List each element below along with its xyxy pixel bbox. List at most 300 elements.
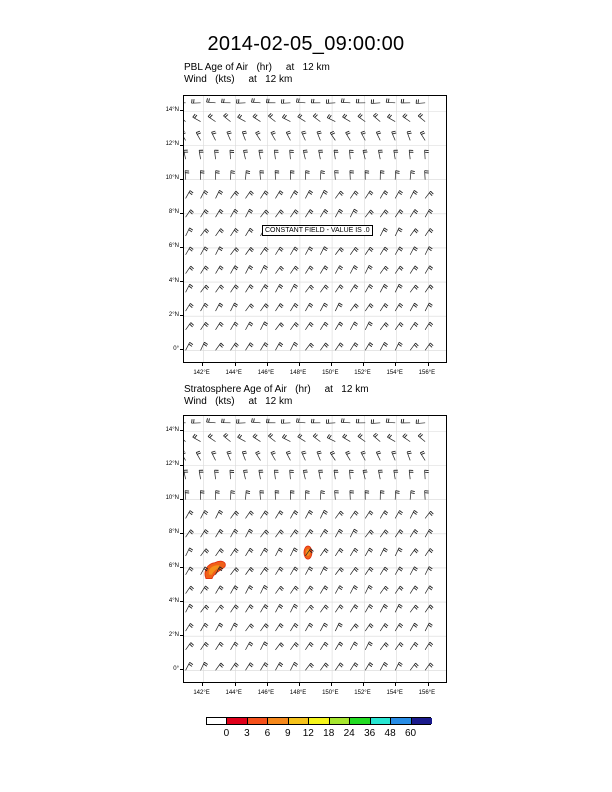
lat-tick-mark [180, 315, 183, 316]
colorbar-swatch [391, 718, 411, 724]
wind-barb [395, 491, 399, 500]
wind-barb [349, 150, 353, 159]
wind-barb [410, 491, 415, 500]
wind-barb [231, 303, 238, 311]
stratosphere-map-canvas [184, 416, 447, 683]
wind-barb [335, 586, 342, 594]
wind-barb [425, 322, 433, 330]
wind-barb [208, 114, 215, 122]
lat-tick-mark [180, 669, 183, 670]
colorbar-label: 6 [264, 728, 271, 739]
lat-tick-mark [180, 213, 183, 214]
wind-barb [418, 113, 425, 121]
wind-barb [245, 548, 253, 556]
wind-barb [245, 511, 253, 518]
wind-barb [330, 131, 335, 140]
wind-barb [231, 529, 238, 537]
colorbar-label: 0 [223, 728, 230, 739]
wind-barb [216, 171, 220, 180]
wind-barb [365, 265, 372, 273]
wind-barb [365, 191, 373, 199]
wind-barb [305, 266, 313, 274]
wind-barb [418, 433, 425, 441]
wind-barb [365, 171, 369, 180]
wind-barb [231, 285, 239, 293]
lon-tick-label: 148°E [289, 370, 307, 376]
wind-barb [305, 586, 313, 594]
wind-barb [231, 586, 239, 594]
wind-barb [184, 470, 188, 479]
wind-barb [305, 322, 313, 330]
wind-barb [201, 210, 209, 218]
lat-tick-mark [180, 499, 183, 500]
wind-barb [201, 586, 209, 594]
wind-barb [386, 419, 395, 423]
lon-tick-mark [395, 363, 396, 366]
wind-barb [380, 586, 388, 593]
lat-tick-label: 14°N [165, 106, 179, 113]
wind-barb [186, 530, 194, 538]
wind-barb [231, 605, 239, 613]
wind-barb [335, 248, 343, 255]
colorbar-swatch [309, 718, 329, 724]
colorbar-label: 12 [302, 728, 314, 739]
wind-barb [363, 470, 367, 479]
lon-tick-mark [202, 363, 203, 366]
lat-tick-mark [180, 281, 183, 282]
wind-barb [410, 549, 418, 556]
lat-tick-label: 12°N [165, 141, 179, 147]
wind-barb [200, 171, 204, 180]
wind-barb [286, 451, 291, 460]
wind-barb [290, 266, 298, 273]
wind-barb [343, 114, 351, 122]
wind-barb [296, 98, 305, 102]
wind-barb [365, 284, 373, 292]
wind-barb [401, 419, 410, 423]
wind-barb [260, 567, 268, 575]
wind-barb [290, 171, 294, 180]
wind-barb [193, 434, 201, 442]
wind-barb [409, 470, 413, 479]
wind-barb [425, 470, 429, 479]
wind-barb [410, 266, 418, 274]
wind-barb [260, 265, 267, 273]
wind-barb [196, 131, 201, 140]
wind-barb [245, 586, 252, 594]
wind-barb [186, 266, 194, 273]
wind-barb [373, 433, 380, 441]
wind-barb [245, 605, 253, 613]
wind-barb [320, 285, 328, 292]
wind-barb [238, 114, 246, 121]
wind-barb [216, 663, 224, 670]
wind-barb [184, 150, 188, 159]
lat-tick-mark [180, 601, 183, 602]
wind-barb [320, 491, 324, 500]
wind-barb [350, 642, 357, 650]
wind-barb [243, 150, 247, 159]
wind-barb [260, 284, 268, 292]
wind-barb [216, 586, 224, 594]
wind-barb [245, 529, 252, 537]
wind-barb [216, 623, 223, 631]
lat-tick-mark [180, 635, 183, 636]
wind-barb [320, 266, 328, 274]
lat-tick-label: 2°N [168, 311, 179, 318]
wind-barb [320, 171, 324, 180]
wind-barb [356, 99, 365, 103]
wind-barb [425, 191, 433, 198]
wind-barb [275, 266, 283, 273]
lat-tick-mark [180, 179, 183, 180]
wind-barb [245, 642, 252, 650]
wind-barb [350, 285, 358, 293]
lat-tick-mark [180, 465, 183, 466]
wind-barb [186, 643, 194, 650]
wind-barb [361, 451, 366, 460]
wind-barb [201, 303, 209, 311]
wind-barb [186, 228, 193, 236]
lat-tick-mark [180, 247, 183, 248]
wind-barb [186, 191, 194, 199]
wind-barb [334, 470, 338, 479]
colorbar-label: 3 [244, 728, 250, 739]
wind-barb [378, 150, 382, 159]
wind-barb [305, 190, 312, 198]
wind-barb [290, 470, 294, 479]
wind-barb [334, 150, 338, 159]
lon-tick-mark [363, 363, 364, 366]
wind-barb [365, 663, 373, 671]
wind-barb [216, 322, 224, 330]
wind-barb [380, 604, 387, 612]
wind-barb [350, 663, 358, 671]
wind-barb [237, 419, 246, 423]
wind-barb [410, 343, 418, 350]
wind-barb [425, 171, 429, 180]
wind-barb [341, 418, 350, 422]
wind-barb [416, 99, 425, 103]
wind-barb [201, 530, 209, 538]
wind-barb [350, 247, 358, 254]
wind-barb [350, 586, 357, 594]
wind-barb [231, 209, 238, 217]
wind-barb [350, 567, 358, 574]
wind-barb [335, 642, 343, 650]
wind-barb [330, 451, 335, 460]
wind-barb [380, 323, 388, 330]
wind-barb [380, 191, 388, 199]
wind-barb [201, 642, 209, 650]
wind-barb [201, 229, 209, 236]
wind-barb [245, 491, 250, 500]
wind-barb [410, 529, 418, 537]
lon-tick-mark [267, 363, 268, 366]
wind-barb [305, 510, 312, 518]
wind-barb [320, 663, 328, 670]
wind-barb [320, 529, 328, 537]
lon-tick-label: 142°E [193, 370, 210, 376]
wind-barb [227, 131, 232, 140]
colorbar-swatch [412, 718, 432, 724]
wind-barb [296, 418, 305, 422]
wind-barb [274, 150, 278, 159]
wind-barb [231, 322, 239, 330]
wind-barb [327, 114, 335, 121]
wind-barb [410, 510, 417, 518]
wind-barb [305, 303, 313, 311]
lat-tick-label: 0° [173, 665, 179, 672]
wind-barb [216, 303, 223, 311]
wind-barb [341, 98, 350, 102]
wind-barb [380, 548, 387, 556]
wind-barb [186, 210, 194, 218]
wind-barb [185, 491, 189, 500]
colorbar-label: 18 [323, 728, 335, 739]
wind-barb [186, 511, 194, 519]
wind-barb [380, 303, 388, 311]
wind-barb [395, 171, 399, 180]
wind-barb [275, 303, 283, 311]
colorbar-label: 9 [285, 728, 291, 739]
wind-barb [410, 285, 418, 292]
wind-barb [230, 470, 234, 479]
wind-barb [186, 284, 193, 292]
wind-barb [260, 663, 268, 671]
wind-barb [376, 131, 381, 140]
wind-barb [192, 99, 201, 103]
wind-barb [231, 623, 238, 631]
wind-barb [313, 433, 320, 441]
wind-barb [380, 491, 384, 500]
wind-barb [320, 322, 328, 330]
lon-tick-mark [202, 683, 203, 686]
wind-barb [275, 511, 283, 519]
lon-tick-label: 154°E [386, 370, 403, 376]
wind-barb [214, 470, 218, 479]
wind-barb [208, 434, 215, 442]
wind-barb [231, 191, 239, 198]
wind-barb [320, 642, 328, 650]
wind-barb [260, 304, 268, 311]
wind-barb [305, 285, 313, 292]
wind-barb [350, 511, 358, 518]
colorbar-swatch [289, 718, 309, 724]
wind-barb [275, 247, 283, 255]
wind-barb [305, 343, 313, 350]
wind-barb [378, 470, 382, 479]
wind-barb [380, 342, 387, 350]
wind-barb [275, 548, 282, 556]
wind-barb [199, 470, 203, 479]
wind-barb [214, 150, 218, 159]
wind-barb [183, 131, 186, 140]
wind-barb [186, 623, 194, 631]
wind-barb [410, 303, 417, 311]
wind-barb [380, 284, 387, 292]
lon-tick-label: 144°E [225, 370, 242, 376]
wind-barb [425, 285, 433, 292]
wind-barb [183, 99, 186, 103]
wind-barb [231, 343, 239, 350]
lon-tick-mark [299, 683, 300, 686]
wind-barb [320, 549, 328, 556]
wind-barb [350, 605, 358, 613]
wind-barb [410, 171, 415, 180]
wind-barb [410, 586, 418, 594]
wind-barb [260, 191, 268, 199]
wind-barb [365, 343, 373, 351]
colorbar-swatch [248, 718, 268, 724]
lon-tick-mark [363, 683, 364, 686]
wind-barb [425, 511, 433, 518]
wind-barb [425, 491, 429, 500]
wind-barb [242, 131, 247, 140]
wind-barb [186, 323, 194, 330]
wind-barb [275, 284, 282, 292]
wind-barb [319, 150, 323, 159]
wind-barb [275, 567, 283, 575]
wind-barb [350, 548, 358, 556]
wind-barb [201, 549, 209, 556]
wind-barb [410, 209, 418, 217]
colorbar-swatch [227, 718, 247, 724]
wind-barb [403, 434, 410, 442]
wind-barb [275, 342, 282, 350]
lon-tick-label: 144°E [225, 690, 242, 696]
wind-barb [319, 470, 323, 479]
wind-barb [386, 99, 395, 103]
wind-barb [231, 511, 239, 518]
wind-barb [260, 322, 267, 330]
wind-barb [371, 99, 380, 103]
wind-barb [410, 229, 418, 236]
wind-barb [271, 451, 276, 460]
lat-tick-label: 0° [173, 345, 179, 352]
wind-barb [275, 191, 283, 199]
wind-barb [290, 342, 297, 350]
wind-barb [251, 98, 260, 103]
wind-barb [275, 604, 282, 612]
wind-barb [335, 322, 343, 330]
wind-barb [242, 451, 247, 460]
wind-barb [251, 418, 260, 423]
wind-barb [335, 605, 343, 613]
lat-tick-mark [180, 145, 183, 146]
wind-barb [392, 451, 397, 460]
wind-barb [275, 323, 283, 330]
colorbar-label: 60 [404, 728, 417, 739]
wind-barb [350, 491, 354, 500]
lon-tick-label: 150°E [322, 370, 339, 376]
lon-tick-label: 152°E [354, 370, 371, 376]
wind-barb [365, 585, 372, 593]
lat-tick-label: 4°N [168, 277, 179, 284]
wind-barb [305, 491, 309, 500]
wind-barb [216, 266, 224, 274]
wind-barb [186, 303, 194, 311]
wind-barb [409, 150, 413, 159]
wind-barb [201, 285, 209, 292]
wind-barb [245, 266, 252, 274]
wind-barb [365, 304, 373, 311]
lat-tick-label: 6°N [168, 563, 179, 570]
wind-barb [275, 623, 283, 631]
wind-barb [335, 209, 342, 217]
wind-barb [326, 419, 335, 423]
wind-barb [275, 171, 279, 180]
wind-barb [281, 99, 290, 103]
wind-barb [259, 150, 263, 159]
wind-barb [320, 623, 327, 631]
constant-field-annotation: CONSTANT FIELD - VALUE IS .0 [262, 225, 373, 236]
wind-barb [317, 131, 322, 140]
wind-barb [199, 150, 203, 159]
wind-barb [201, 322, 209, 330]
wind-barb [290, 586, 298, 593]
wind-barb [231, 491, 235, 500]
wind-barb [192, 419, 201, 423]
wind-barb [201, 190, 208, 198]
wind-barb [290, 548, 297, 556]
wind-barb [335, 266, 342, 274]
wind-barb [311, 99, 320, 103]
wind-barb [394, 470, 398, 479]
wind-barb [350, 304, 358, 311]
wind-barb [290, 511, 297, 519]
lon-tick-mark [235, 363, 236, 366]
wind-barb [349, 470, 353, 479]
wind-barb [416, 419, 425, 423]
colorbar-swatch [350, 718, 370, 724]
wind-barb [216, 209, 224, 217]
wind-barb [268, 433, 275, 441]
wind-barb [365, 567, 373, 575]
wind-barb [201, 662, 208, 670]
wind-barb [271, 131, 276, 140]
wind-barb [305, 663, 313, 670]
wind-barb [320, 510, 327, 518]
wind-barb [245, 663, 253, 671]
wind-barb [260, 548, 268, 556]
wind-barb [335, 171, 339, 180]
wind-barb [201, 605, 209, 612]
wind-barb [212, 131, 217, 140]
wind-barb [207, 418, 216, 423]
wind-barb [193, 114, 201, 122]
lon-tick-label: 156°E [418, 690, 436, 696]
wind-barb [335, 511, 343, 518]
colorbar-label: 36 [364, 728, 376, 739]
wind-barb [320, 209, 328, 217]
wind-barb [350, 529, 357, 537]
wind-barb [207, 98, 216, 103]
wind-barb [365, 624, 373, 631]
wind-barb [335, 303, 342, 311]
wind-barb [420, 131, 425, 140]
wind-barb [245, 247, 253, 254]
wind-barb [317, 451, 322, 460]
wind-barb [281, 419, 290, 423]
wind-barb [245, 228, 253, 236]
pbl-map-panel [183, 95, 447, 363]
stratosphere-map-panel [183, 415, 447, 683]
wind-barb [361, 131, 366, 140]
lat-tick-mark [180, 349, 183, 350]
wind-barb [260, 343, 268, 351]
wind-barb [365, 322, 372, 330]
